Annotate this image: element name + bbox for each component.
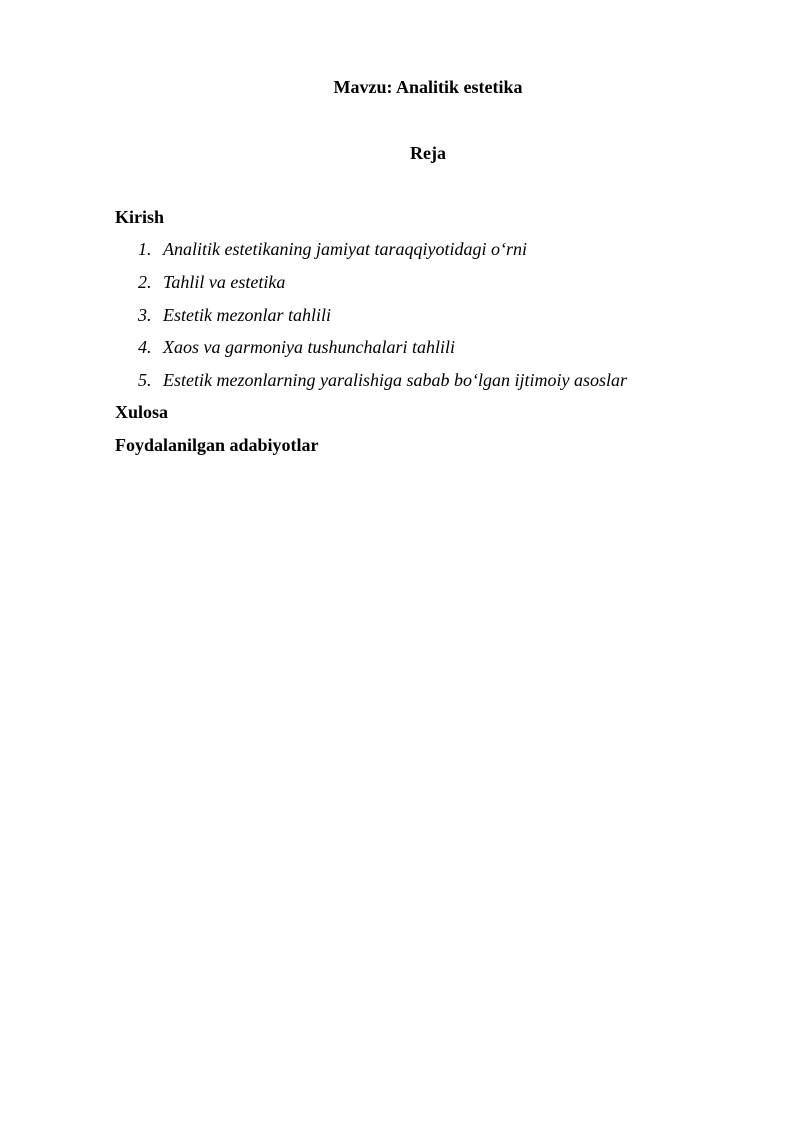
document-title: Mavzu: Analitik estetika bbox=[333, 77, 523, 97]
plan-item-number: 4. bbox=[138, 337, 152, 357]
conclusion-heading: Xulosa bbox=[115, 402, 169, 422]
plan-item-text: Analitik estetikaning jamiyat taraqqiyotidagi o‘rni bbox=[163, 239, 527, 259]
plan-item-text: Estetik mezonlarning yaralishiga sabab bo‘lgan ijtimoiy asoslar bbox=[163, 370, 627, 390]
intro-heading: Kirish bbox=[115, 207, 165, 227]
plan-item-number: 2. bbox=[138, 272, 152, 292]
plan-item-number: 1. bbox=[138, 239, 152, 259]
plan-item-text: Estetik mezonlar tahlili bbox=[163, 305, 331, 325]
plan-heading: Reja bbox=[410, 143, 446, 163]
plan-item-number: 3. bbox=[138, 305, 152, 325]
plan-item-number: 5. bbox=[138, 370, 152, 390]
references-heading: Foydalanilgan adabiyotlar bbox=[115, 435, 319, 455]
plan-item-text: Tahlil va estetika bbox=[163, 272, 286, 292]
plan-item-text: Xaos va garmoniya tushunchalari tahlili bbox=[163, 337, 455, 357]
